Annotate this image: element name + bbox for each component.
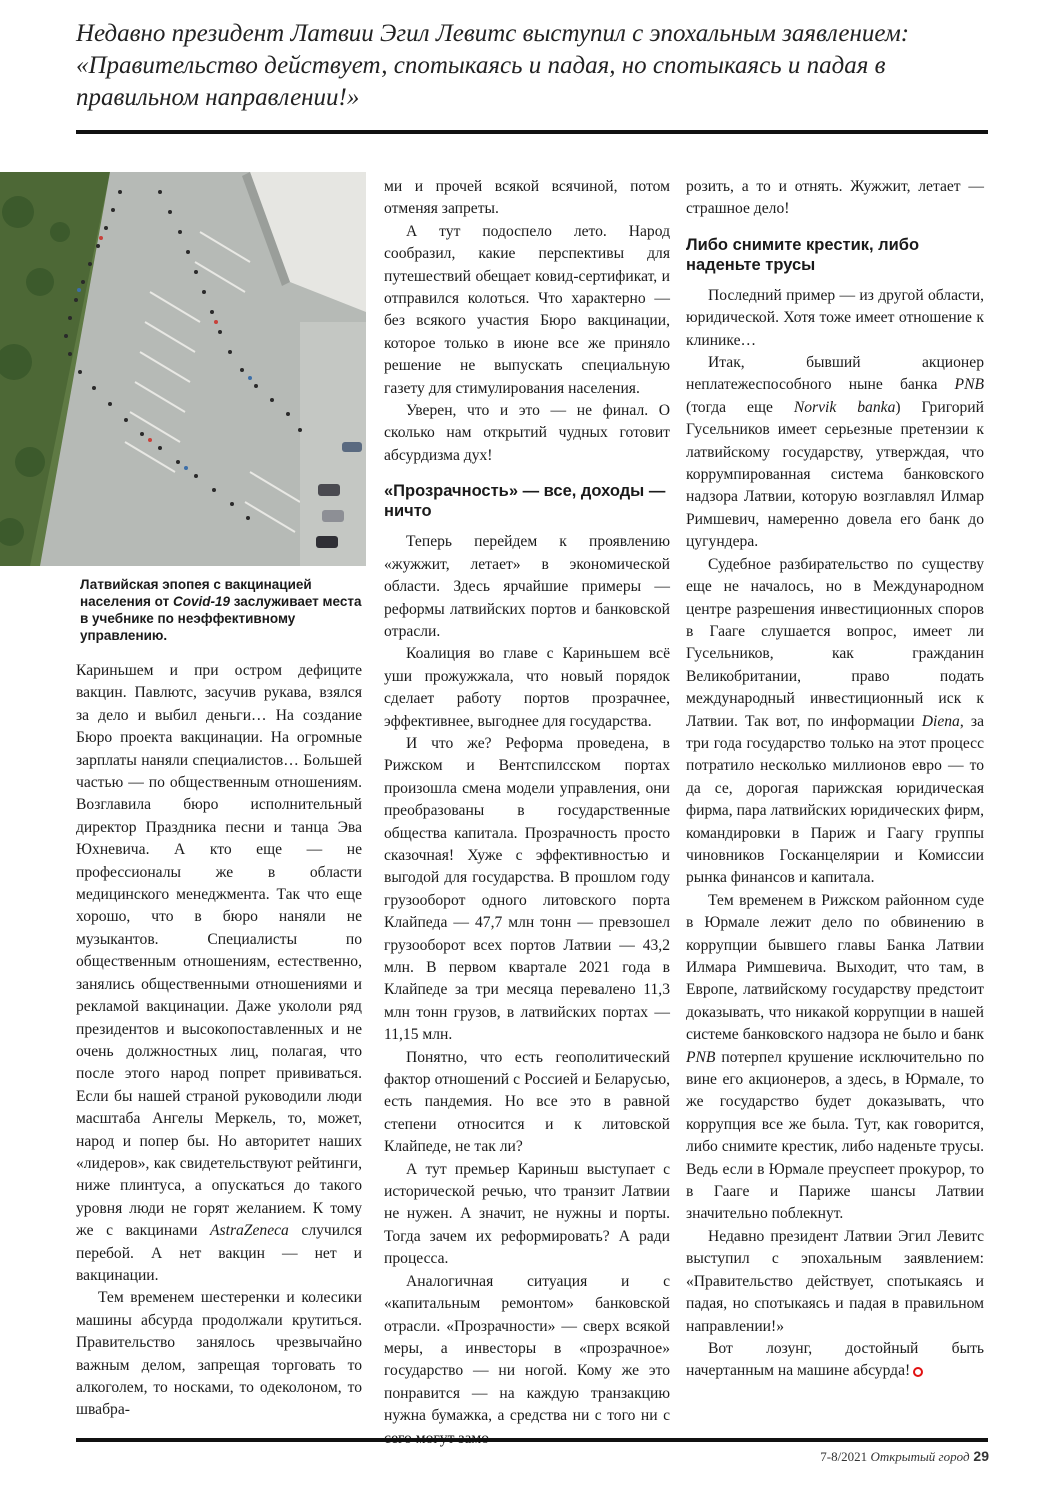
- paragraph: Недавно президент Латвии Эгил Левитс выступил с эпохальным заявлением: «Правительство действует, спотыкаясь и падая, но спотыкаясь и падая в правильном направлении!»: [686, 1227, 984, 1335]
- column-3: [686, 176, 984, 1383]
- paragraph: ми и прочей всякой всячиной, потом отменяя запреты.: [384, 178, 670, 218]
- lead-quote: Недавно президент Латвии Эгил Левитс выступил с эпохальным заявлением: «Правительство действует, спотыкаясь и падая, но спотыкаясь и падая в правильном направлении!»: [76, 20, 910, 111]
- paragraph: А тут подоспело лето. Народ сообразил, какие перспективы для путешествий обещает ковид-сертификат, и отправился колоться. Что характерно — без всякого участия Бюро вакцинации, которое только в июне все же приняло решение не выпускать специальную газету для стимулирования населения.: [384, 222, 670, 397]
- magazine-name: Открытый город: [870, 1449, 970, 1464]
- paragraph: Вот лозунг, достойный быть начертанным на машине абсурда!: [686, 1339, 984, 1380]
- section-heading: «Прозрачность» — все, доходы — ничто: [384, 482, 666, 521]
- paragraph: Понятно, что есть геополитический фактор отношений с Россией и Беларусью, есть пандемия. Но все это в равной степени относится и к литовской Клайпеде, не так ли?: [384, 1048, 670, 1156]
- paragraph: Кариньшем и при остром дефиците вакцин. Павлютс, засучив рукава, взялся за дело и выбил деньги… На создание Бюро проекта вакцинации. На огромные зарплаты наняли специалистов… Большей частью — по общественным отношениям. Возглавила бюро исполнительный директор Праздника песни и танца Эва Юхневича. А кто еще — не профессионалы же в области медицинского менеджмента. Так что еще хорошо, что в бюро наняли не музыкантов. Специалисты по общественным отношениям, естественно, занялись общественными отношениями и рекламой вакцинации. Даже укололи ряд президентов и высокопоставленных и не очень должностных лиц, полагая, что после этого народ попрет прививаться. Если бы нашей страной руководили люди масштаба Ангелы Меркель, то, может, народ и попер бы. Но авторитет наших «лидеров», как свидетельствуют рейтинги, ниже плинтуса, а опускаться до такого уровня люди не горят желанием. К тому же с вакцинами AstraZeneca случился перебой. А нет вакцин — нет и вакцинации.: [76, 662, 362, 1284]
- section-heading: Либо снимите крестик, либо наденьте трусы: [686, 235, 920, 274]
- photo-illustration: [0, 172, 366, 566]
- paragraph: Итак, бывший акционер неплатежеспособного ныне банка PNB (тогда еще Norvik banka) Григорий Гусельников имеет серьезные претензии к латвийскому государству, утверждая, что коррумпированная система банковского надзора Латвии, которую возглавлял Илмар Римшевич, намеренно довела его банк до цугундера.: [686, 354, 984, 551]
- photo-caption: Латвийская эпопея с вакцинацией населения от Covid-19 заслуживает места в учебнике по неэффективному управлению.: [80, 577, 362, 643]
- bottom-rule: [76, 1438, 988, 1442]
- paragraph: Тем временем шестеренки и колесики машины абсурда продолжали крутиться. Правительство занялось чрезвычайно важным делом, запрещая торговать то алкоголем, то носками, то одеколоном, то швабра-: [76, 1289, 362, 1419]
- column-2: [384, 176, 670, 1450]
- page-number: 29: [969, 1448, 989, 1464]
- paragraph: Теперь перейдем к проявлению «жужжит, летает» в экономической области. Здесь ярчайшие примеры — реформы латвийских портов и банковской отрасли.: [384, 533, 670, 640]
- paragraph: Тем временем в Рижском районном суде в Юрмале лежит дело по обвинению в коррупции бывшего главы Банка Латвии Илмара Римшевича. Выходит, что там, в Европе, латвийскому государству предстоит доказывать, что никакой коррупции в нашей системе банковского надзора не было и банк PNB потерпел крушение исключительно по вине его акционеров, а здесь, в Юрмале, то же государство будет доказывать, что коррупция все же была. Тут, как говорится, либо снимите крестик, либо наденьте трусы. Ведь если в Юрмале преуспеет прокурор, то в Гааге и Париже шансы Латвии значительно поблекнут.: [686, 891, 984, 1223]
- page-footer: [820, 1448, 989, 1465]
- paragraph: А тут премьер Кариньш выступает с исторической речью, что транзит Латвии не нужен. А значит, не нужны и порты. Тогда зачем их реформировать? А ради процесса.: [384, 1160, 670, 1268]
- paragraph: Коалиция во главе с Кариньшем всё уши прожужжала, что новый порядок сделает работу портов прозрачнее, эффективнее, выгоднее для государства.: [384, 645, 670, 730]
- paragraph: Последний пример — из другой области, юридической. Хотя тоже имеет отношение к клинике…: [686, 286, 984, 349]
- aerial-queue-photo: [0, 172, 366, 566]
- paragraph: И что же? Реформа проведена, в Рижском и Вентспилсском портах произошла смена модели управления, они преобразованы в государственные общества капитала. Прозрачность просто сказочная! Хуже с эффективностью и выгодой для государства. В прошлом году грузооборот одного литовского порта Клайпеда — 47,7 млн тонн — превзошел грузооборот всех портов Латвии — 43,2 млн. В первом квартале 2021 года в Клайпеде за три месяца перевалено 11,3 млн тонн грузов, в латвийских портах —11,15 млн.: [384, 734, 670, 1044]
- column-1: [76, 660, 362, 1422]
- paragraph: Аналогичная ситуация и с «капитальным ремонтом» банковской отрасли. «Прозрачности» — сверх всякой меры, а инвесторы в «прозрачное» государство — ни ногой. Кому же это понравится — на каждую транзакцию нужна бумажка, а средства ни с того ни с: [384, 1272, 670, 1425]
- paragraph: Уверен, что и это — не финал. О сколько нам открытий чудных готовит абсурдизма дух!: [384, 402, 670, 464]
- paragraph: розить, а то и отнять. Жужжит, летает — страшное дело!: [686, 178, 984, 218]
- end-of-article-icon: [913, 1367, 923, 1377]
- issue-number: 7-8/2021: [820, 1449, 871, 1464]
- top-rule: [76, 130, 988, 134]
- paragraph: Судебное разбирательство по существу еще не началось, но в Международном центре разрешения инвестиционных споров в Гааге слушается вопрос, имеет ли Гусельников, как гражданин Великобритании, право подать международный инвестиционный иск к Латвии. Так вот, по информации Diena, за три года государство только на этот процесс потратило несколько миллионов евро — то да се, дорогая парижская юридическая фирма, пара латвийских юридических фирм, командировки в Париж и Гаагу группы чиновников Госканцелярии и Комиссии рынка финансов и капитала.: [686, 555, 984, 887]
